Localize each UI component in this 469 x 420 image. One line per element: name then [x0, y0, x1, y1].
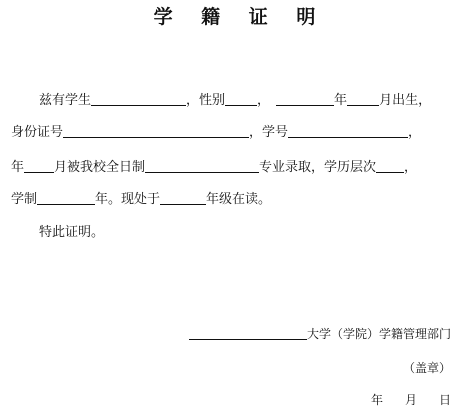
text-comma: ，	[257, 93, 271, 108]
text-studying-label: 年级在读。	[206, 192, 272, 207]
text-comma-2: ，	[408, 125, 422, 140]
grade-field[interactable]	[160, 189, 206, 205]
signature-line	[189, 324, 451, 343]
text-enroll-year-label: 年	[11, 160, 25, 175]
text-enroll-label: 月被我校全日制	[54, 160, 146, 175]
university-name-field[interactable]	[189, 324, 307, 340]
date-day: 日	[438, 393, 451, 407]
education-level-field[interactable]	[376, 157, 404, 173]
paragraph-line-4	[11, 189, 271, 209]
id-number-field[interactable]	[63, 122, 249, 138]
text-current-label: 年。现处于	[95, 192, 161, 207]
document-title: 学 籍 证 明	[153, 6, 327, 28]
paragraph-line-1	[39, 90, 431, 110]
text-id-label: 身份证号	[11, 125, 64, 140]
text-born-label: 月出生，	[379, 93, 432, 108]
paragraph-line-2	[11, 122, 421, 142]
duration-field[interactable]	[37, 189, 95, 205]
enroll-month-field[interactable]	[24, 157, 54, 173]
student-name-field[interactable]	[91, 90, 186, 106]
text-student-no-label: ，学号	[249, 125, 289, 140]
paragraph-line-3	[11, 157, 417, 177]
text-duration-label: 学制	[11, 192, 38, 207]
student-number-field[interactable]	[288, 122, 408, 138]
birth-month-field[interactable]	[347, 90, 379, 106]
seal-label: （盖章）	[402, 361, 451, 375]
date-month: 月	[404, 393, 417, 407]
text-student-prefix: 兹有学生	[39, 93, 92, 108]
major-field[interactable]	[145, 157, 259, 173]
text-year-label: 年	[334, 93, 348, 108]
birth-year-field[interactable]	[276, 90, 334, 106]
signature-text: 大学（学院）学籍管理部门	[306, 327, 451, 341]
paragraph-certify: 特此证明。	[39, 225, 105, 240]
gender-field[interactable]	[225, 90, 257, 106]
text-comma-3: ，	[404, 160, 418, 175]
text-level-label: 专业录取，学历层次	[259, 160, 377, 175]
date-year: 年	[370, 393, 383, 407]
date-line	[371, 391, 451, 409]
text-gender-label: ，性别	[186, 93, 226, 108]
